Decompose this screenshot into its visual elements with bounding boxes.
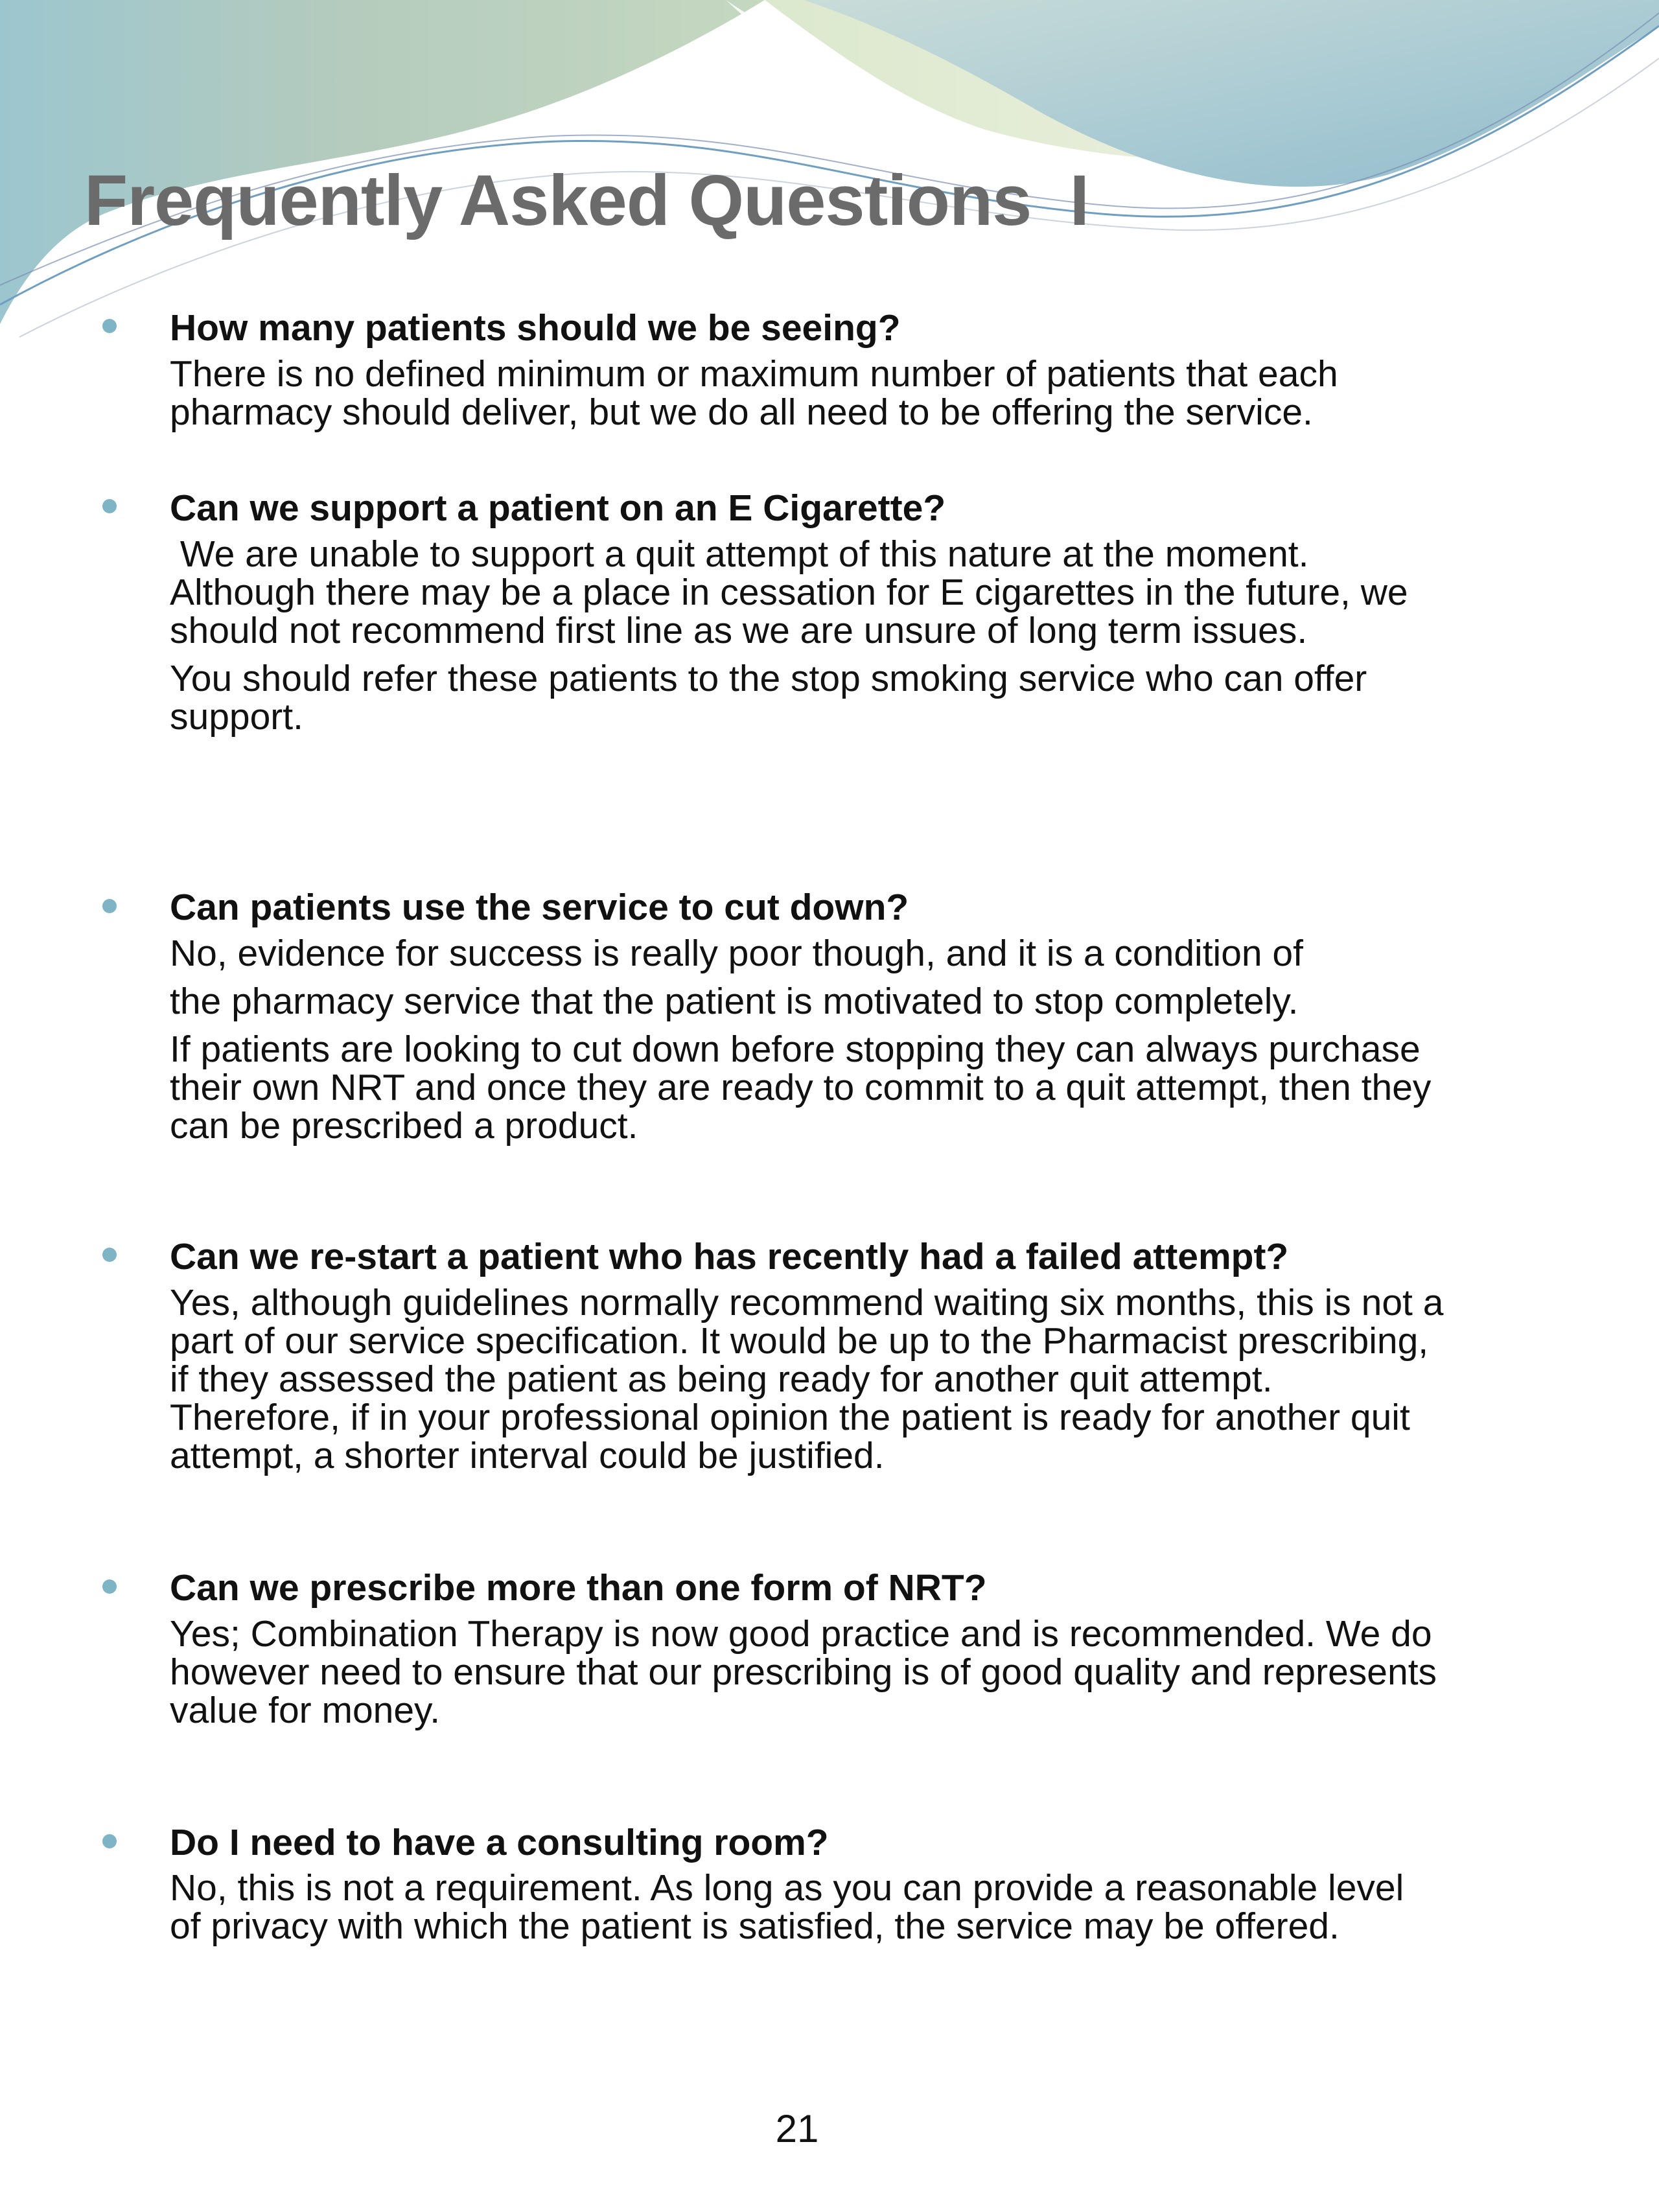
faq-question: Can we support a patient on an E Cigarette? <box>170 487 946 529</box>
faq-answer <box>170 1284 1443 1475</box>
answer-line: the pharmacy service that the patient is motivated to stop completely. <box>170 981 1299 1022</box>
faq-answer <box>170 1615 1437 1730</box>
answer-line: can be prescribed a product. <box>170 1105 638 1147</box>
answer-line: You should refer these patients to the stop smoking service who can offer <box>170 658 1367 699</box>
faq-question: Do I need to have a consulting room? <box>170 1822 829 1863</box>
faq-answer <box>170 535 1408 650</box>
answer-line: support. <box>170 696 303 738</box>
answer-line: should not recommend first line as we are unsure of long term issues. <box>170 610 1308 651</box>
answer-line: If patients are looking to cut down before stopping they can always purchase <box>170 1029 1421 1070</box>
faq-question: Can patients use the service to cut down? <box>170 887 909 928</box>
answer-line: We are unable to support a quit attempt of this nature at the moment. <box>170 533 1309 575</box>
answer-line: Therefore, if in your professional opinion the patient is ready for another quit <box>170 1397 1410 1438</box>
bullet-icon <box>102 319 117 333</box>
answer-line: No, this is not a requirement. As long as you can provide a reasonable level <box>170 1867 1404 1909</box>
answer-line: their own NRT and once they are ready to commit to a quit attempt, then they <box>170 1067 1432 1108</box>
faq-answer <box>170 1869 1404 1946</box>
faq-answer <box>170 355 1338 432</box>
page-title: Frequently Asked Questions I <box>84 161 1089 240</box>
answer-line: value for money. <box>170 1690 441 1731</box>
answer-line: of privacy with which the patient is satisfied, the service may be offered. <box>170 1905 1340 1947</box>
page-number: 21 <box>775 2107 819 2150</box>
answer-line: however need to ensure that our prescribing is of good quality and represents <box>170 1651 1437 1693</box>
faq-answer <box>170 935 1303 973</box>
answer-line: There is no defined minimum or maximum number of patients that each <box>170 353 1338 395</box>
bullet-icon <box>102 1579 117 1594</box>
bullet-icon <box>102 1834 117 1848</box>
faq-answer <box>170 983 1298 1021</box>
bullet-icon <box>102 899 117 913</box>
faq-answer <box>170 660 1367 736</box>
bullet-icon <box>102 1248 117 1262</box>
faq-answer <box>170 1030 1431 1145</box>
answer-line: No, evidence for success is really poor though, and it is a condition of <box>170 933 1303 974</box>
answer-line: if they assessed the patient as being ready for another quit attempt. <box>170 1358 1273 1400</box>
answer-line: Although there may be a place in cessation for E cigarettes in the future, we <box>170 572 1408 613</box>
answer-line: part of our service specification. It would be up to the Pharmacist prescribing, <box>170 1320 1429 1362</box>
answer-line: Yes; Combination Therapy is now good practice and is recommended. We do <box>170 1613 1432 1655</box>
bullet-icon <box>102 499 117 513</box>
answer-line: Yes, although guidelines normally recommend waiting six months, this is not a <box>170 1282 1444 1323</box>
faq-question: Can we re-start a patient who has recently had a failed attempt? <box>170 1236 1289 1277</box>
faq-question: How many patients should we be seeing? <box>170 307 901 349</box>
answer-line: pharmacy should deliver, but we do all need to be offering the service. <box>170 391 1313 433</box>
faq-question: Can we prescribe more than one form of NRT? <box>170 1567 987 1609</box>
answer-line: attempt, a shorter interval could be justified. <box>170 1435 885 1476</box>
